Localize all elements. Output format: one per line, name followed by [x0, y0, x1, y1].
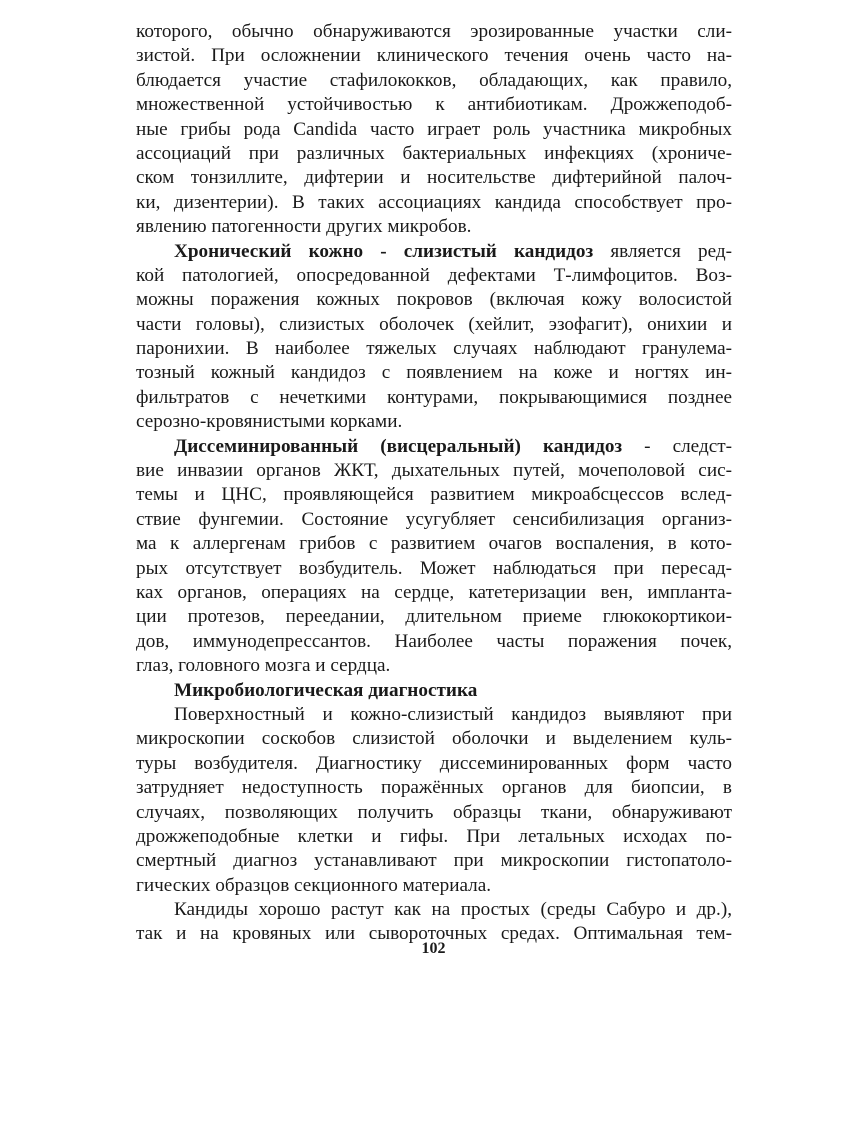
text-line: туры возбудителя. Диагностику диссеминированных форм часто [136, 752, 732, 774]
text-line: множественной устойчивостью к антибиотикам. Дрожжеподоб- [136, 94, 732, 116]
text-line: кой патологией, опосредованной дефектами Т-лимфоцитов. Воз- [136, 264, 732, 286]
text-line: ассоциаций при различных бактериальных инфекциях (хрониче- [136, 142, 732, 164]
section-heading: Микробиологическая диагностика [174, 679, 478, 701]
paragraph-continuation [136, 20, 732, 240]
text-line: ском тонзиллите, дифтерии и носительстве дифтерийной палоч- [136, 167, 732, 189]
text-fragment: - следст- [622, 435, 732, 457]
text-line: фильтратов с нечеткими контурами, покрывающимися позднее [136, 386, 732, 408]
text-line: части головы), слизистых оболочек (хейлит, эзофагит), онихии и [136, 313, 732, 335]
text-line: ции протезов, переедании, длительном приеме глюкокортикои- [136, 606, 732, 628]
text-line: ки, дизентерии). В таких ассоциациях кандида способствует про- [136, 191, 732, 213]
text-line: ках органов, операциях на сердце, катетеризации вен, импланта- [136, 581, 732, 603]
text-line: дов, иммунодепрессантов. Наиболее часты поражения почек, [136, 630, 732, 652]
text-line: глаз, головного мозга и сердца. [136, 655, 391, 677]
text-line: ствие фунгемии. Состояние усугубляет сенсибилизация организ- [136, 508, 732, 530]
text-line: ма к аллергенам грибов с развитием очагов воспаления, в кото- [136, 533, 732, 555]
paragraph-diagnostics [136, 703, 732, 898]
paragraph-disseminated-candidiasis [136, 435, 732, 679]
text-line: рых отсутствует возбудитель. Может наблюдаться при пересад- [136, 557, 732, 579]
text-line: дрожжеподобные клетки и гифы. При летальных исходах по- [136, 825, 732, 847]
text-line: зистой. При осложнении клинического течения очень часто на- [136, 45, 732, 67]
text-line: случаях, позволяющих получить образцы ткани, обнаруживают [136, 801, 732, 823]
text-line: паронихии. В наиболее тяжелых случаях наблюдают гранулема- [136, 338, 732, 360]
text-line: Кандиды хорошо растут как на простых (среды Сабуро и др.), [174, 899, 732, 921]
term-disseminated-candidiasis: Диссеминированный (висцеральный) кандидоз [174, 435, 623, 457]
text-line: смертный диагноз устанавливают при микроскопии гистопатоло- [136, 850, 732, 872]
page-body [136, 20, 732, 947]
text-line: микроскопии соскобов слизистой оболочки и выделением куль- [136, 728, 732, 750]
text-line: явлению патогенности других микробов. [136, 216, 472, 238]
text-line: затрудняет недоступность поражённых органов для биопсии, в [136, 777, 732, 799]
text-line: тозный кожный кандидоз с появлением на коже и ногтях ин- [136, 362, 732, 384]
text-line: можны поражения кожных покровов (включая кожу волосистой [136, 289, 732, 311]
text-line: блюдается участие стафилококков, обладающих, как правило, [136, 69, 732, 91]
text-line: ные грибы рода Candida часто играет роль участника микробных [136, 118, 732, 140]
text-line: темы и ЦНС, проявляющейся развитием микроабсцессов вслед- [136, 484, 732, 506]
text-line: вие инвазии органов ЖКТ, дыхательных путей, мочеполовой сис- [136, 460, 732, 482]
page-number: 102 [421, 940, 446, 957]
text-line: гических образцов секционного материала. [136, 874, 492, 896]
paragraph-chronic-candidiasis [136, 240, 732, 435]
text-line [136, 435, 732, 459]
text-line: которого, обычно обнаруживаются эрозированные участки сли- [136, 21, 732, 42]
term-chronic-mucocutaneous-candidiasis: Хронический кожно - слизистый кандидоз [174, 240, 594, 262]
text-line: Поверхностный и кожно-слизистый кандидоз выявляют при [174, 703, 732, 725]
text-line [136, 240, 732, 264]
text-line: серозно-кровянистыми корками. [136, 411, 403, 433]
text-fragment: является ред- [593, 240, 732, 262]
text-line: так и на кровяных или сывороточных средах. Оптимальная тем- [136, 923, 732, 945]
